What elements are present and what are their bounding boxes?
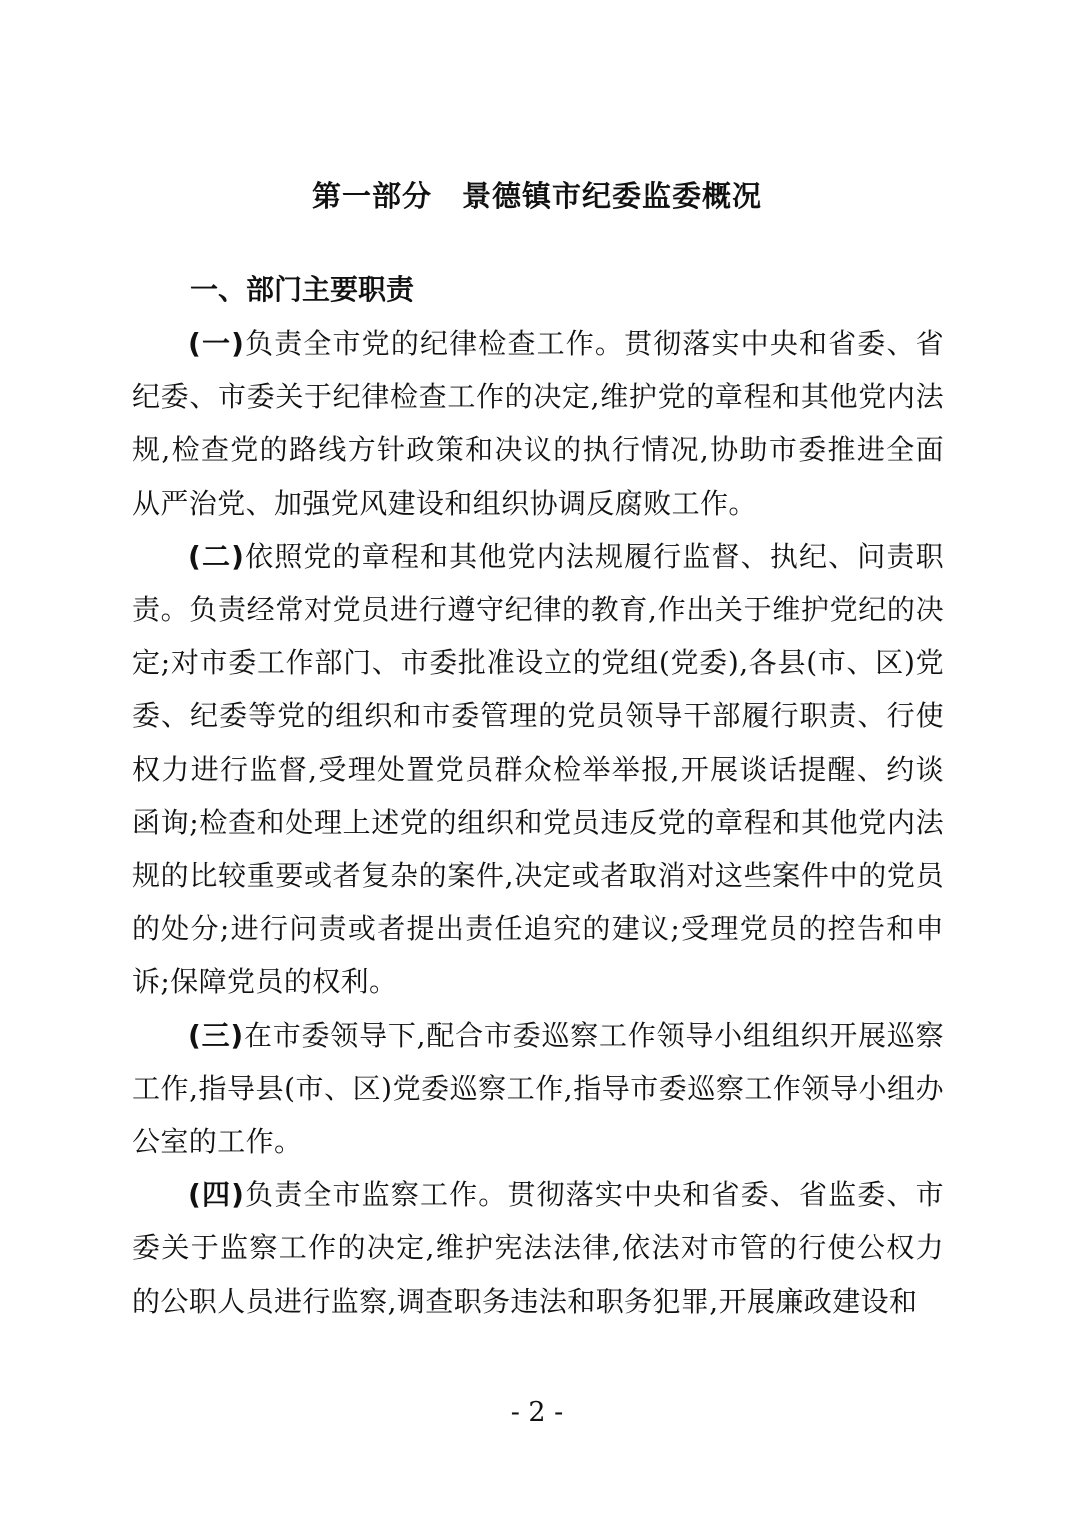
paragraph-number: (四) xyxy=(188,1178,245,1212)
part-title-number: 第一部分 xyxy=(311,179,432,213)
paragraph-4 xyxy=(132,1168,944,1328)
paragraph-number: (二) xyxy=(188,539,245,573)
body-text xyxy=(132,317,944,1328)
paragraph-1 xyxy=(132,317,944,530)
paragraph-2 xyxy=(132,530,944,1009)
paragraph-text: 依照党的章程和其他党内法规履行监督、执纪、问责职责。负责经常对党员进行遵守纪律的教育,作出关于维护党纪的决定;对市委工作部门、市委批准设立的党组(党委),各县(市、区)党委、纪委等党的组织和市委管理的党员领导干部履行职责、行使权力进行监督,受理处置党员群众检举举报,开展谈话提醒、约谈函询;检查和处理上述党的组织和党员违反党的章程和其他党内法规的比较重要或者复杂的案件,决定或者取消对这些案件中的党员的处分;进行问责或者提出责任追究的建议;受理党员的控告和申诉;保障党员的权利。 xyxy=(132,539,945,999)
part-title-text: 景德镇市纪委监委概况 xyxy=(462,179,763,213)
paragraph-number: (三) xyxy=(188,1018,244,1052)
page-number: - 2 - xyxy=(510,1397,564,1428)
paragraph-number: (一) xyxy=(188,327,245,360)
part-title xyxy=(0,172,1074,220)
paragraph-text: 负责全市监察工作。贯彻落实中央和省委、省监委、市委关于监察工作的决定,维护宪法法律,依法对市管的行使公权力的公职人员进行监察,调查职务违法和职务犯罪,开展廉政建设和 xyxy=(132,1178,945,1318)
paragraph-3 xyxy=(132,1009,944,1169)
paragraph-text: 负责全市党的纪律检查工作。贯彻落实中央和省委、省纪委、市委关于纪律检查工作的决定,维护党的章程和其他党内法规,检查党的路线方针政策和决议的执行情况,协助市委推进全面从严治党、加强党风建设和组织协调反腐败工作。 xyxy=(132,327,945,520)
paragraph-text: 在市委领导下,配合市委巡察工作领导小组组织开展巡察工作,指导县(市、区)党委巡察工作,指导市委巡察工作领导小组办公室的工作。 xyxy=(132,1018,944,1159)
section-heading: 一、部门主要职责 xyxy=(190,273,415,306)
